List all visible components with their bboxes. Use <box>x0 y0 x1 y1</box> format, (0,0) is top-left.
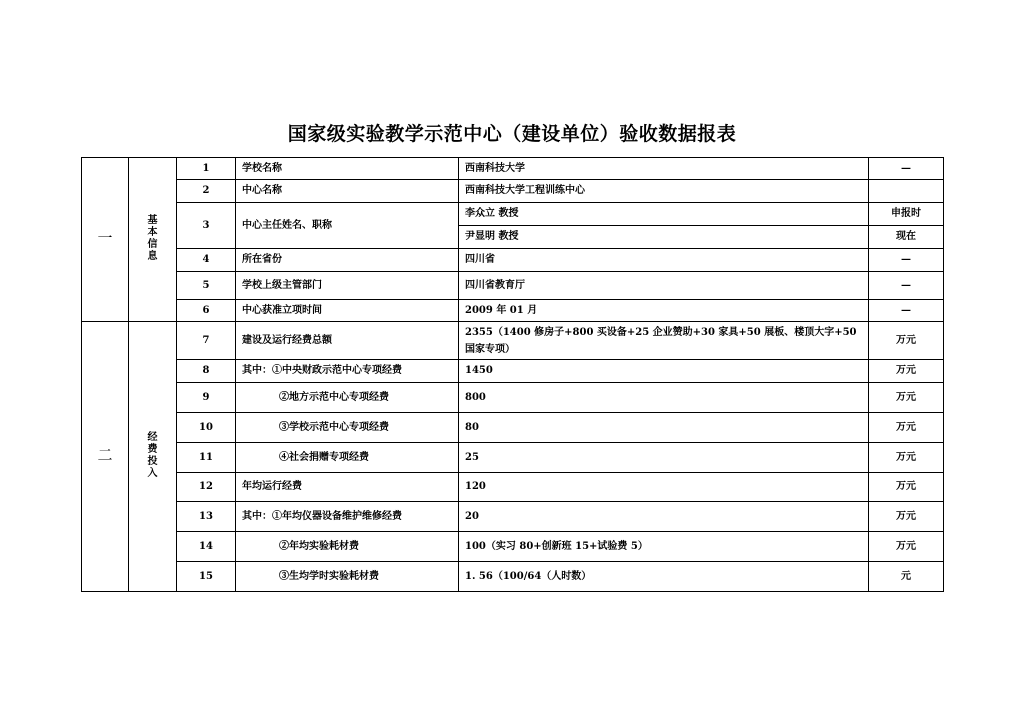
row-unit <box>869 180 944 203</box>
row-item: 中心主任姓名、职称 <box>236 203 459 249</box>
table-row <box>82 473 944 502</box>
row-item: ④社会捐赠专项经费 <box>236 443 459 473</box>
row-item: 其中：①中央财政示范中心专项经费 <box>236 360 459 383</box>
row-unit: 万元 <box>869 443 944 473</box>
row-number: 14 <box>177 532 236 562</box>
row-item: 中心名称 <box>236 180 459 203</box>
row-unit: — <box>869 249 944 272</box>
row-number: 13 <box>177 502 236 532</box>
row-value: 尹显明 教授 <box>459 226 869 249</box>
row-number: 4 <box>177 249 236 272</box>
table-row <box>82 413 944 443</box>
row-unit: 万元 <box>869 413 944 443</box>
row-item: ③生均学时实验耗材费 <box>236 562 459 592</box>
table-row <box>82 383 944 413</box>
row-item: 年均运行经费 <box>236 473 459 502</box>
row-value: 100（实习 80+创新班 15+试验费 5） <box>459 532 869 562</box>
table-row <box>82 158 944 180</box>
row-number: 1 <box>177 158 236 180</box>
table-row <box>82 322 944 360</box>
section-label: 经费投入 <box>129 322 177 592</box>
row-unit: 万元 <box>869 383 944 413</box>
table-row <box>82 203 944 226</box>
row-item: 中心获准立项时间 <box>236 300 459 322</box>
row-unit: 元 <box>869 562 944 592</box>
row-number: 7 <box>177 322 236 360</box>
table-row <box>82 249 944 272</box>
row-unit: 现在 <box>869 226 944 249</box>
table-row <box>82 443 944 473</box>
row-value: 西南科技大学 <box>459 158 869 180</box>
row-value: 西南科技大学工程训练中心 <box>459 180 869 203</box>
row-unit: — <box>869 272 944 300</box>
row-value: 2355（1400 修房子+800 买设备+25 企业赞助+30 家具+50 展板、楼顶大字+50 国家专项） <box>459 322 869 360</box>
row-item: 所在省份 <box>236 249 459 272</box>
row-item: 学校上级主管部门 <box>236 272 459 300</box>
acceptance-data-table <box>81 157 944 592</box>
row-item: 其中：①年均仪器设备维护维修经费 <box>236 502 459 532</box>
row-value: 120 <box>459 473 869 502</box>
row-unit: — <box>869 158 944 180</box>
document-title: 国家级实验教学示范中心（建设单位）验收数据报表 <box>287 123 737 145</box>
table-row <box>82 272 944 300</box>
row-unit: 万元 <box>869 360 944 383</box>
row-item: 建设及运行经费总额 <box>236 322 459 360</box>
table-row <box>82 360 944 383</box>
row-number: 3 <box>177 203 236 249</box>
row-number: 9 <box>177 383 236 413</box>
row-value: 20 <box>459 502 869 532</box>
table-row <box>82 300 944 322</box>
row-unit: 万元 <box>869 322 944 360</box>
table-row <box>82 532 944 562</box>
row-unit: 万元 <box>869 502 944 532</box>
section-number: 一 <box>82 158 129 322</box>
section-number: 二 <box>82 322 129 592</box>
table-row <box>82 502 944 532</box>
row-unit: 万元 <box>869 532 944 562</box>
row-value: 25 <box>459 443 869 473</box>
table-row <box>82 180 944 203</box>
row-value: 80 <box>459 413 869 443</box>
row-number: 8 <box>177 360 236 383</box>
row-value: 李众立 教授 <box>459 203 869 226</box>
row-value: 四川省教育厅 <box>459 272 869 300</box>
table-row <box>82 562 944 592</box>
row-number: 2 <box>177 180 236 203</box>
row-number: 10 <box>177 413 236 443</box>
section-label: 基本信息 <box>129 158 177 322</box>
row-value: 1450 <box>459 360 869 383</box>
row-value: 800 <box>459 383 869 413</box>
row-item: ②地方示范中心专项经费 <box>236 383 459 413</box>
row-unit: 万元 <box>869 473 944 502</box>
row-number: 5 <box>177 272 236 300</box>
row-number: 6 <box>177 300 236 322</box>
row-item: ②年均实验耗材费 <box>236 532 459 562</box>
row-value: 2009 年 01 月 <box>459 300 869 322</box>
row-unit: — <box>869 300 944 322</box>
row-item: ③学校示范中心专项经费 <box>236 413 459 443</box>
row-number: 15 <box>177 562 236 592</box>
row-item: 学校名称 <box>236 158 459 180</box>
row-number: 11 <box>177 443 236 473</box>
row-value: 四川省 <box>459 249 869 272</box>
row-value: 1. 56（100/64（人时数） <box>459 562 869 592</box>
row-number: 12 <box>177 473 236 502</box>
row-unit: 申报时 <box>869 203 944 226</box>
